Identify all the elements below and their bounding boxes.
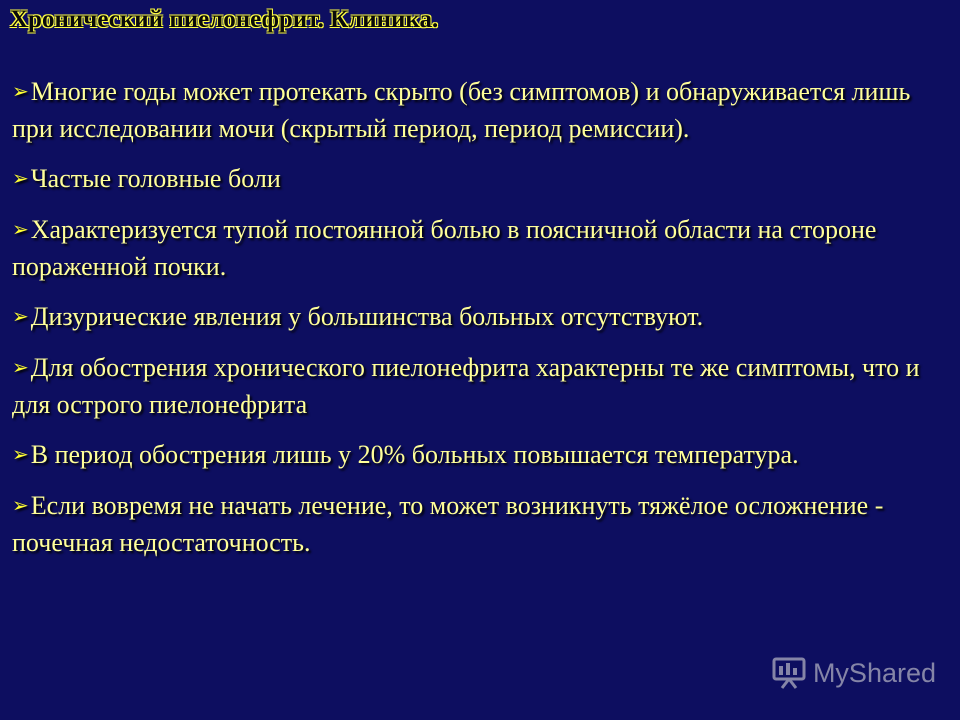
list-item [12, 161, 942, 198]
list-item [12, 212, 942, 285]
list-item-text: Дизурические явления у большинства больных отсутствуют. [30, 302, 704, 331]
watermark-text: MyShared [812, 657, 936, 688]
list-item [12, 488, 942, 561]
arrow-bullet-icon: ➢ [12, 442, 29, 466]
presentation-board-icon [771, 656, 807, 690]
arrow-bullet-icon: ➢ [12, 355, 29, 379]
list-item [12, 350, 942, 423]
arrow-bullet-icon: ➢ [12, 217, 29, 241]
list-item-text: Многие годы может протекать скрыто (без симптомов) и обнаруживается лишь при исследовании мочи (скрытый период, период ремиссии). [12, 77, 911, 143]
list-item-text: В период обострения лишь у 20% больных повышается температура. [30, 440, 799, 469]
arrow-bullet-icon: ➢ [12, 304, 29, 328]
arrow-bullet-icon: ➢ [12, 166, 29, 190]
bullet-list [12, 74, 942, 575]
slide-title-text: Хронический пиелонефрит. Клиника. [10, 6, 439, 33]
list-item [12, 299, 942, 336]
watermark [771, 656, 936, 690]
list-item-text: Характеризуется тупой постоянной болью в поясничной области на стороне пораженной почки. [12, 215, 877, 281]
arrow-bullet-icon: ➢ [12, 493, 29, 517]
arrow-bullet-icon: ➢ [12, 79, 29, 103]
list-item-text: Частые головные боли [30, 164, 281, 193]
list-item [12, 437, 942, 474]
slide-title [10, 6, 438, 34]
list-item-text: Для обострения хронического пиелонефрита характерны те же симптомы, что и для острого пиелонефрита [12, 353, 920, 419]
list-item-text: Если вовремя не начать лечение, то может возникнуть тяжёлое осложнение - почечная недостаточность. [12, 491, 884, 557]
list-item [12, 74, 942, 147]
